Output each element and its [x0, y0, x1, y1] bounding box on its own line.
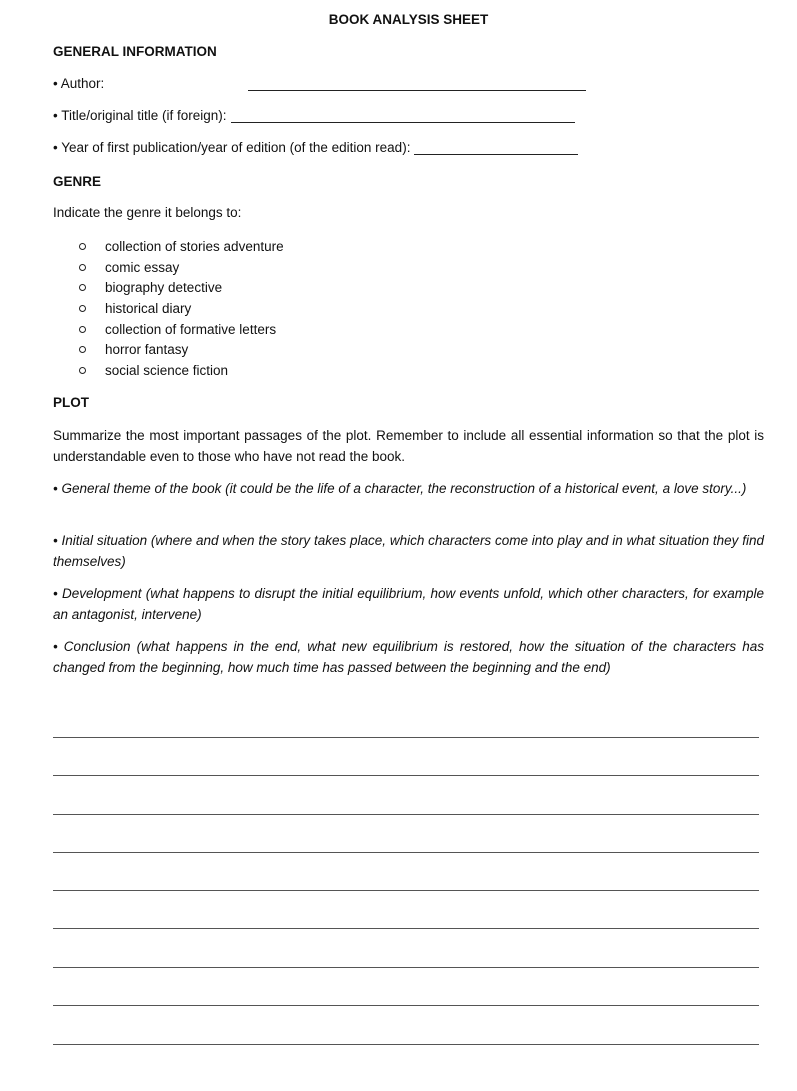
genre-option-label: historical diary: [105, 300, 192, 316]
author-label: • Author:: [53, 76, 105, 91]
year-field[interactable]: [53, 140, 578, 155]
circle-bullet-icon: [79, 305, 86, 312]
author-field[interactable]: [53, 76, 586, 91]
genre-option-label: social science fiction: [105, 362, 229, 378]
plot-intro: Summarize the most important passages of the plot. Remember to include all essential information so that the plot is understandable even to those who have not read the book.: [53, 428, 764, 464]
answer-line[interactable]: [53, 967, 759, 968]
genre-option[interactable]: [76, 298, 284, 319]
circle-bullet-icon: [79, 243, 86, 250]
circle-bullet-icon: [79, 367, 86, 374]
circle-bullet-icon: [79, 346, 86, 353]
plot-point-initial-situation: • Initial situation (where and when the story takes place, which characters come into play and in what situation they find themselves): [53, 533, 764, 569]
plot-point-theme: • General theme of the book (it could be the life of a character, the reconstruction of a historical event, a love story...): [53, 481, 747, 496]
genre-heading: GENRE: [53, 174, 102, 189]
document-title: BOOK ANALYSIS SHEET: [328, 12, 489, 27]
genre-option-label: collection of stories adventure: [105, 238, 284, 254]
answer-line[interactable]: [53, 852, 759, 853]
genre-option[interactable]: [76, 339, 284, 360]
genre-option[interactable]: [76, 236, 284, 257]
genre-option-label: horror fantasy: [105, 342, 189, 358]
genre-prompt: Indicate the genre it belongs to:: [53, 205, 242, 220]
circle-bullet-icon: [79, 326, 86, 333]
answer-line[interactable]: [53, 1044, 759, 1045]
answer-line[interactable]: [53, 814, 759, 815]
circle-bullet-icon: [79, 284, 86, 291]
answer-line[interactable]: [53, 928, 759, 929]
genre-option-label: collection of formative letters: [105, 321, 277, 337]
genre-option[interactable]: [76, 319, 284, 340]
title-input-line[interactable]: [231, 108, 575, 123]
answer-line[interactable]: [53, 737, 759, 738]
year-label: • Year of first publication/year of edition (of the edition read):: [53, 140, 411, 155]
title-label: • Title/original title (if foreign):: [53, 108, 227, 123]
genre-option[interactable]: [76, 257, 284, 278]
year-input-line[interactable]: [414, 140, 578, 155]
answer-line[interactable]: [53, 775, 759, 776]
plot-point-conclusion: • Conclusion (what happens in the end, what new equilibrium is restored, how the situation of the characters has changed from the beginning, how much time has passed between the beginning and the end): [53, 639, 764, 675]
genre-option[interactable]: [76, 277, 284, 298]
genre-option-label: comic essay: [105, 259, 180, 275]
genre-options-list: [76, 236, 284, 381]
title-field[interactable]: [53, 108, 575, 123]
author-input-line[interactable]: [248, 76, 586, 91]
plot-point-development: • Development (what happens to disrupt the initial equilibrium, how events unfold, which other characters, for example an antagonist, intervene): [53, 586, 764, 622]
genre-option-label: biography detective: [105, 280, 223, 296]
genre-option[interactable]: [76, 360, 284, 381]
answer-line[interactable]: [53, 890, 759, 891]
answer-line[interactable]: [53, 1005, 759, 1006]
circle-bullet-icon: [79, 264, 86, 271]
plot-heading: PLOT: [53, 395, 89, 410]
general-information-heading: GENERAL INFORMATION: [53, 44, 217, 59]
